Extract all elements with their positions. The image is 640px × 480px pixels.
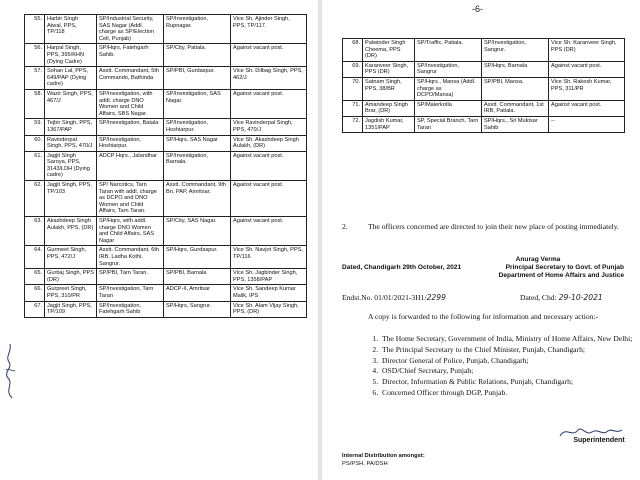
cell-name: Karanveer Singh, PPS (DR) bbox=[363, 61, 415, 77]
cell-name: Wazir Singh, PPS, 467/J bbox=[45, 89, 97, 118]
cell-vice: Against vacant post. bbox=[231, 89, 307, 118]
cell-vice: Vice Sh. Ajinder Singh, PPS, TP/117. bbox=[231, 15, 307, 44]
cell-vice: Against vacant post. bbox=[231, 44, 307, 67]
cell-name: Gurbaj Singh, PPS (DR) bbox=[45, 269, 97, 285]
left-page bbox=[0, 0, 318, 480]
signatory-block bbox=[342, 256, 624, 281]
dated-value: 29th October, 2021 bbox=[402, 264, 462, 272]
recipient-item: 2. The Principal Secretary to the Chief Minister, Punjab, Chandigarh; bbox=[380, 345, 640, 356]
signatory-name: Anurag Verma bbox=[515, 256, 561, 263]
right-page bbox=[322, 0, 640, 480]
cell-from: SP/Investigation, with addl. charge DNO Women and Child Affairs, SBS Nagar. bbox=[97, 89, 164, 118]
endst-date-label: Dated, Chd: bbox=[520, 293, 557, 302]
cell-vice: Vice Sh. Navjot Singh, PPS, TP/116 bbox=[231, 246, 307, 269]
endorsement-number bbox=[342, 293, 446, 302]
cell-sr: 67. bbox=[25, 301, 45, 317]
cell-vice: Vice Sh. Rakesh Kumar, PPS, 311/PR bbox=[549, 77, 625, 100]
cell-sr: 71. bbox=[343, 100, 363, 116]
cell-name: Tejbir Singh, PPS, 1367/PAP bbox=[45, 119, 97, 135]
cell-sr: 62. bbox=[25, 181, 45, 217]
cell-to: SP/Hqrs, Gurdaspur. bbox=[164, 246, 231, 269]
paragraph-text: The officers concerned are directed to join their new place of posting immediately. bbox=[368, 222, 619, 231]
endst-handwritten-date: 29-10-2021 bbox=[558, 293, 603, 302]
cell-sr: 56. bbox=[25, 44, 45, 67]
table-row bbox=[343, 100, 625, 116]
cell-sr: 59. bbox=[25, 119, 45, 135]
recipient-item: 6. Concerned Officer through DGP, Punjab. bbox=[380, 388, 640, 399]
table-row bbox=[343, 39, 625, 62]
signatory-department: Department of Home Affairs and Justice bbox=[498, 272, 624, 280]
page-number: -6- bbox=[472, 4, 483, 14]
cell-to: SP/City, SAS Nagar. bbox=[164, 217, 231, 246]
cell-from: SP/Traffic, Patiala. bbox=[415, 39, 482, 62]
cell-from: SP/Hqrs., Mansa (Addl. charge as DCPO/Mansa) bbox=[415, 77, 482, 100]
recipient-item: 3. Director General of Police, Punjab, Chandigarh; bbox=[380, 356, 640, 367]
cell-name: Gurpreet Singh, PPS, 310/PR bbox=[45, 285, 97, 301]
cell-from: SP/Investigation, Sangrur bbox=[415, 61, 482, 77]
cell-sr: 55. bbox=[25, 15, 45, 44]
recipient-item: 1. The Home Secretary, Government of India, Ministry of Home Affairs, New Delhi; bbox=[380, 334, 640, 345]
transfer-table-left bbox=[24, 14, 307, 318]
cell-from: SP/Industrial Security, SAS Nagar (Addl. charge as SP/Election Cell, Punjab) bbox=[97, 15, 164, 44]
cell-to: SP/Hqrs., Sri Muktsar Sahib bbox=[482, 116, 549, 132]
cell-sr: 63. bbox=[25, 217, 45, 246]
cell-from: SP/Hqrs, Fatehgarh Sahib. bbox=[97, 44, 164, 67]
superintendent-label: Superintendent bbox=[573, 437, 625, 444]
cell-name: Jagjit Singh, PPS, TP/103 bbox=[45, 181, 97, 217]
table-row bbox=[25, 246, 307, 269]
cell-from: ADCP Hqrs., Jalandhar bbox=[97, 151, 164, 180]
cell-from: SP/Malerkotla bbox=[415, 100, 482, 116]
dated-label: Dated, Chandigarh bbox=[342, 264, 401, 272]
cell-sr: 61. bbox=[25, 151, 45, 180]
cell-vice: Vice Sh. Dilbag Singh, PPS, 462/J bbox=[231, 67, 307, 90]
cell-name: Akashdeep Singh Aulakh, PPS, (DR) bbox=[45, 217, 97, 246]
cell-to: SP/PBI, Gurdaspur. bbox=[164, 67, 231, 90]
cell-vice: Vice Ravinderpal Singh, PPS, 470/J bbox=[231, 119, 307, 135]
cell-vice: Vice Sh. Alam Vijay Singh, PPS, (DR) bbox=[231, 301, 307, 317]
internal-list: PS/PSH, PA/DSH bbox=[342, 461, 388, 467]
cell-vice: Against vacant post. bbox=[549, 100, 625, 116]
endst-handwritten-number: 2299 bbox=[426, 293, 446, 302]
cell-name: Jagdish Kumar, 1351/PAP bbox=[363, 116, 415, 132]
cell-vice: Against vacant post. bbox=[231, 181, 307, 217]
cell-to: SP/PBI, Barnala bbox=[164, 269, 231, 285]
cell-vice: Vice Sh. Akashdeep Singh Aulakh, (DR) bbox=[231, 135, 307, 151]
recipients-list bbox=[342, 334, 640, 399]
cell-sr: 58. bbox=[25, 89, 45, 118]
cell-name: Jagjit Singh Saroya, PPS, 3143/LDH (Dying cadre) bbox=[45, 151, 97, 180]
forward-text bbox=[342, 311, 626, 322]
cell-sr: 69. bbox=[343, 61, 363, 77]
cell-to: SP/Investigation, Barnala. bbox=[164, 151, 231, 180]
cell-from: SP/Investigation, Tarn Taran bbox=[97, 285, 164, 301]
table-row bbox=[25, 181, 307, 217]
table-row bbox=[25, 67, 307, 90]
cell-name: Amandeep Singh Brar, (DR) bbox=[363, 100, 415, 116]
cell-from: SP/PBI, Tarn Taran. bbox=[97, 269, 164, 285]
cell-to: SP/Investigation, Sangrur. bbox=[482, 39, 549, 62]
endorsement-date bbox=[520, 293, 603, 302]
cell-sr: 66. bbox=[25, 285, 45, 301]
cell-from: Asstt. Commandant, 5th Commando, Bathinda bbox=[97, 67, 164, 90]
internal-distribution bbox=[342, 452, 425, 468]
internal-heading: Internal Distribution amongst: bbox=[342, 453, 425, 459]
cell-vice: Against vacant post. bbox=[549, 61, 625, 77]
dated-line bbox=[342, 264, 461, 272]
cell-to: SP/PBI, Mansa. bbox=[482, 77, 549, 100]
cell-from: Asstt. Commandant, 6th IRB, Ladha Kothi, Sangrur. bbox=[97, 246, 164, 269]
recipient-item: 5. Director, Information & Public Relations, Punjab, Chandigarh; bbox=[380, 377, 640, 388]
paragraph-2 bbox=[342, 221, 622, 232]
table-row bbox=[25, 89, 307, 118]
cell-to: Asstt. Commandant, 1st IRB, Patiala. bbox=[482, 100, 549, 116]
table-row bbox=[25, 44, 307, 67]
cell-name: Satnam Singh, PPS, 38/BR bbox=[363, 77, 415, 100]
cell-sr: 60. bbox=[25, 135, 45, 151]
cell-name: Palwinder Singh Cheema, PPS (DR) bbox=[363, 39, 415, 62]
signatory-designation: Principal Secretary to Govt. of Punjab bbox=[505, 264, 624, 272]
cell-name: Sohan Lal, PPS, 649/PAP (Dying cadre) bbox=[45, 67, 97, 90]
cell-name: Ravinderpal Singh, PPS, 470/J bbox=[45, 135, 97, 151]
table-row bbox=[343, 77, 625, 100]
cell-name: Harbir Singh Atwal, PPS, TP/118 bbox=[45, 15, 97, 44]
cell-to: SP/Hqrs, SAS Nagar bbox=[164, 135, 231, 151]
cell-to: SP/Hqrs, Sangrur. bbox=[164, 301, 231, 317]
cell-sr: 65. bbox=[25, 269, 45, 285]
cell-to: SP/Investigation, SAS Nagar. bbox=[164, 89, 231, 118]
table-row bbox=[25, 301, 307, 317]
cell-to: SP/Hqrs, Barnala bbox=[482, 61, 549, 77]
cell-vice: -- bbox=[549, 116, 625, 132]
cell-to: SP/Investigation, Rupnagar. bbox=[164, 15, 231, 44]
cell-name: Gurmeet Singh, PPS, 472/J bbox=[45, 246, 97, 269]
cell-to: SP/Investigation, Hoshiarpur. bbox=[164, 119, 231, 135]
forward-paragraph: A copy is forwarded to the following for information and necessary action:- bbox=[368, 312, 599, 321]
table-row bbox=[25, 217, 307, 246]
cell-sr: 72. bbox=[343, 116, 363, 132]
cell-name: Harpal Singh, PPS, 395/KHN (Dying Cadre) bbox=[45, 44, 97, 67]
cell-sr: 57. bbox=[25, 67, 45, 90]
cell-sr: 70. bbox=[343, 77, 363, 100]
table-row bbox=[25, 269, 307, 285]
cell-to: ADCP-II, Amritsar bbox=[164, 285, 231, 301]
handwritten-signature-left bbox=[0, 340, 20, 400]
table-row bbox=[25, 119, 307, 135]
cell-sr: 64. bbox=[25, 246, 45, 269]
transfer-table-right bbox=[342, 38, 625, 133]
cell-from: SP, Special Branch, Tarn Taran bbox=[415, 116, 482, 132]
recipient-item: 4. OSD/Chief Secretary, Punjab; bbox=[380, 366, 640, 377]
endst-prefix: Endst.No. 01/01/2021-3H1/ bbox=[342, 293, 427, 302]
cell-from: SP/Investigation, Batala bbox=[97, 119, 164, 135]
cell-vice: Vice Sh. Jagbinder Singh, PPS, 1358/PAP bbox=[231, 269, 307, 285]
table-row bbox=[25, 285, 307, 301]
table-row bbox=[25, 15, 307, 44]
table-row bbox=[25, 151, 307, 180]
cell-vice: Against vacant post. bbox=[231, 151, 307, 180]
cell-name: Jagjit Singh, PPS, TP/109 bbox=[45, 301, 97, 317]
cell-vice: Vice Sh. Karanveer Singh, PPS (DR) bbox=[549, 39, 625, 62]
cell-vice: Vice Sh. Sandeep Kumar Malik, IPS bbox=[231, 285, 307, 301]
cell-to: Asstt. Commandant, 9th Bn. PAP, Amritsar. bbox=[164, 181, 231, 217]
cell-vice: Against vacant post. bbox=[231, 217, 307, 246]
paragraph-number: 2. bbox=[342, 222, 348, 231]
cell-from: SP/Investigation, Hoshiarpur. bbox=[97, 135, 164, 151]
table-row bbox=[343, 61, 625, 77]
cell-sr: 68. bbox=[343, 39, 363, 62]
table-row bbox=[343, 116, 625, 132]
cell-to: SP/City, Patiala. bbox=[164, 44, 231, 67]
cell-from: SP/Hqrs, with addl. charge DNO Women and Child Affairs, SAS Nagar bbox=[97, 217, 164, 246]
table-row bbox=[25, 135, 307, 151]
cell-from: SP/ Narcotics, Tarn Taran with addl. charge as DCPO and DNO Women and Child Affairs, Tarn Taran. bbox=[97, 181, 164, 217]
cell-from: SP/Investigation, Fatehgarh Sahib bbox=[97, 301, 164, 317]
